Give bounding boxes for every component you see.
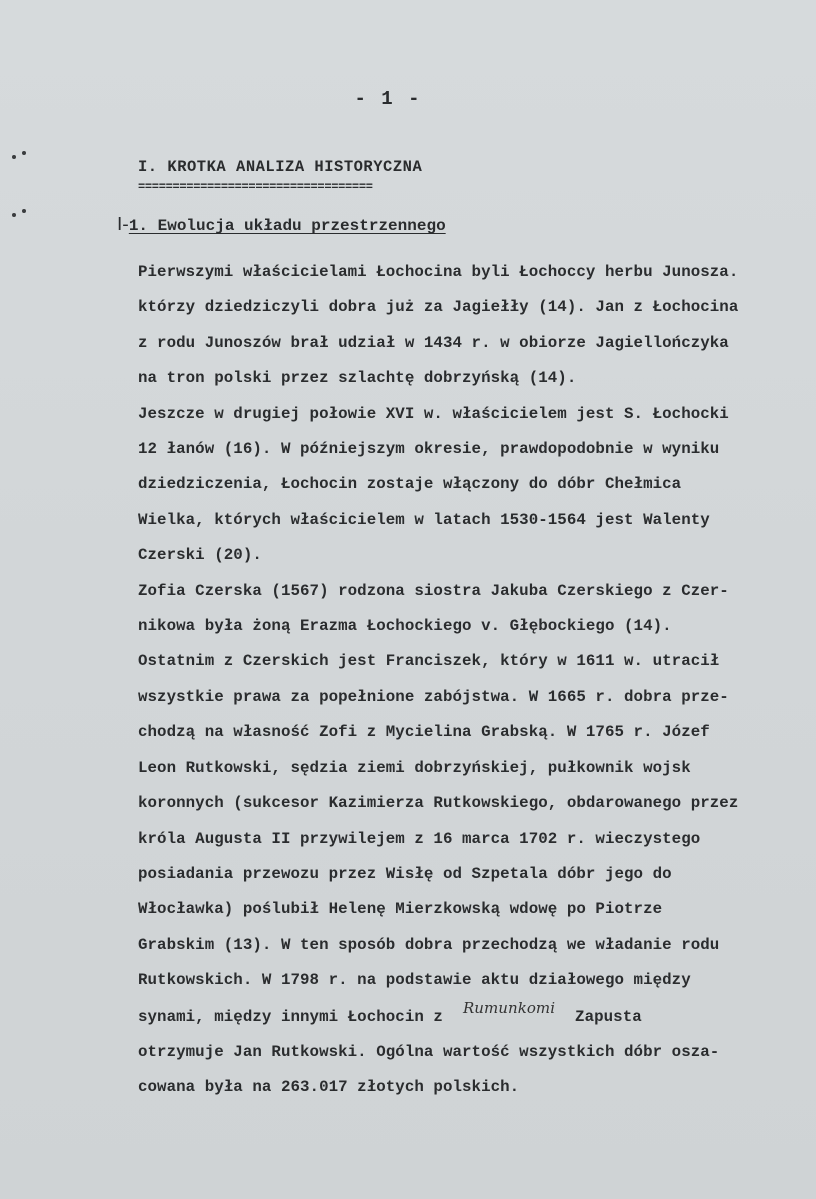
text-line: Jeszcze w drugiej połowie XVI w. właścicielem jest S. Łochocki [138,404,729,423]
text-line: na tron polski przez szlachtę dobrzyńską (14). [138,369,577,388]
section-margin-note: I- [117,214,129,235]
text-line: koronnych (sukcesor Kazimierza Rutkowskiego, obdarowanego przez [138,794,739,813]
margin-dot [22,151,26,155]
text-line: którzy dziedziczyli dobra już za Jagiełły (14). Jan z Łochocina [138,298,739,317]
text-line: Rutkowskich. W 1798 r. na podstawie aktu działowego między [138,971,691,990]
text-line: Wielka, których właścicielem w latach 1530-1564 jest Walenty [138,510,710,529]
text-line: Pierwszymi właścicielami Łochocina byli Łochoccy herbu Junosza. [138,263,739,281]
text-line: Ostatnim z Czerskich jest Franciszek, który w 1611 w. utracił [138,652,720,671]
handwritten-insertion: Rumunkomi [462,998,556,1017]
text-line: wszystkie prawa za popełnione zabójstwa. W 1665 r. dobra prze- [138,687,729,706]
chapter-title-underline: ================================== [138,180,373,194]
text-line: otrzymuje Jan Rutkowski. Ogólna wartość wszystkich dóbr osza- [138,1042,720,1061]
text-line: chodzą na własność Zofi z Mycielina Grabską. W 1765 r. Józef [138,723,710,742]
text-line [138,999,808,1035]
text-line-tail: Zapusta [575,1007,642,1026]
section-heading [117,214,446,235]
text-line-start: synami, między innymi Łochocin z [138,1007,443,1026]
text-line: Zofia Czerska (1567) rodzona siostra Jakuba Czerskiego z Czer- [138,581,729,600]
text-line: Włocławka) poślubił Helenę Mierzkowską wdowę po Piotrze [138,900,663,919]
chapter-title: I. KROTKA ANALIZA HISTORYCZNA [138,158,423,176]
margin-dot [12,213,16,217]
text-line: z rodu Junoszów brał udział w 1434 r. w obiorze Jagiellończyka [138,333,729,352]
page-number: - 1 - [354,88,422,110]
body-text [138,255,808,1106]
margin-dot [12,155,16,159]
text-line: cowana była na 263.017 złotych polskich. [138,1078,520,1097]
text-line: dziedziczenia, Łochocin zostaje włączony do dóbr Chełmica [138,475,682,494]
section-title: 1. Ewolucja układu przestrzennego [128,217,446,235]
text-line: Grabskim (13). W ten sposób dobra przechodzą we władanie rodu [138,935,720,954]
text-line: nikowa była żoną Erazma Łochockiego v. Głębockiego (14). [138,617,672,636]
text-line: posiadania przewozu przez Wisłę od Szpetala dóbr jego do [138,864,672,883]
text-line: Leon Rutkowski, sędzia ziemi dobrzyńskiej, pułkownik wojsk [138,758,691,777]
text-line: 12 łanów (16). W późniejszym okresie, prawdopodobnie w wyniku [138,440,720,459]
text-line: króla Augusta II przywilejem z 16 marca 1702 r. wieczystego [138,829,701,848]
margin-dot [22,209,26,213]
text-line: Czerski (20). [138,546,262,565]
